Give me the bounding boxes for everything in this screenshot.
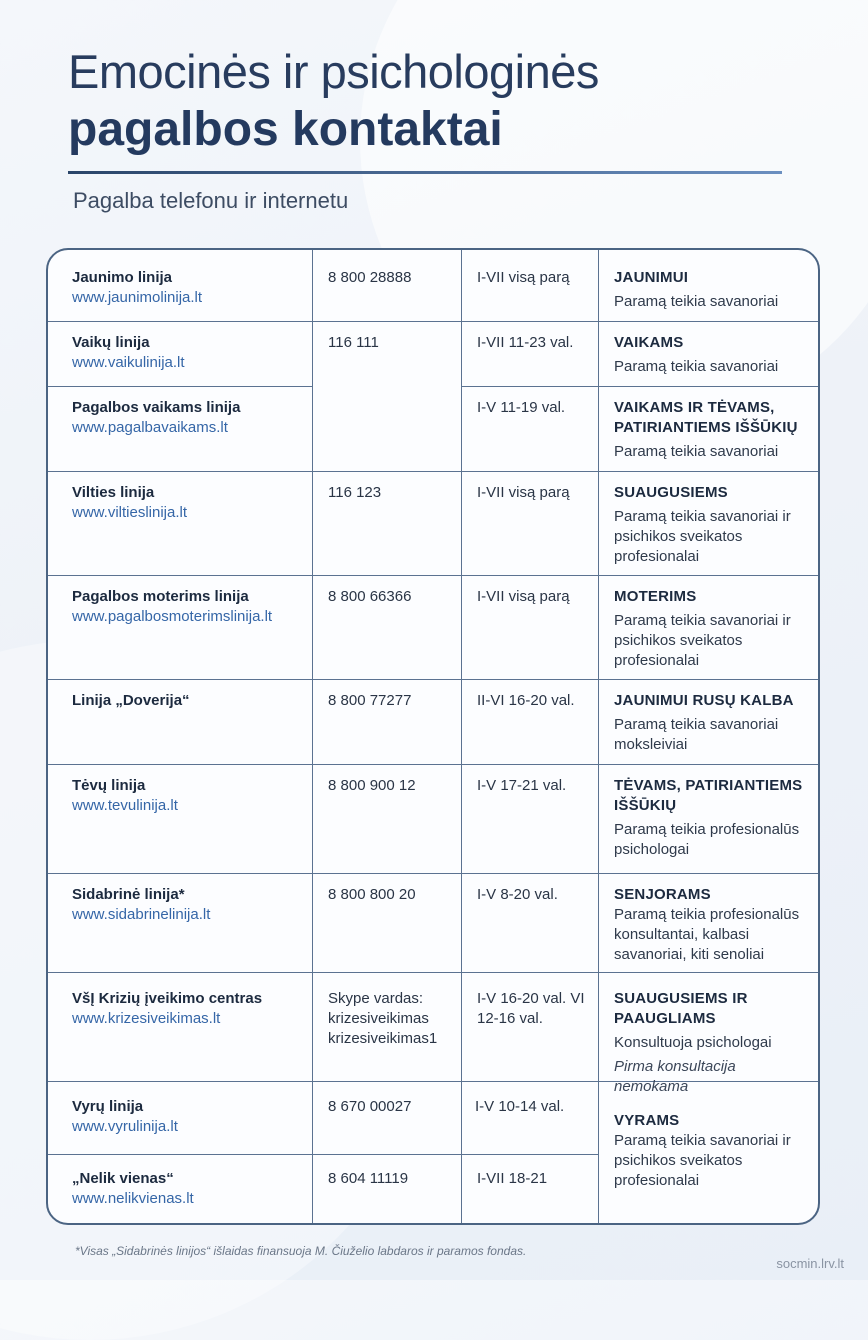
audience-label: VAIKAMS IR TĖVAMS, PATIRIANTIEMS IŠŠŪKIŲ	[614, 399, 798, 436]
audience-cell	[614, 1111, 814, 1191]
row-divider	[48, 386, 312, 387]
working-hours: I-VII visą parą	[477, 269, 570, 286]
audience-label: SENJORAMS	[614, 886, 711, 903]
working-hours: I-V 8-20 val.	[477, 886, 558, 903]
audience-label: JAUNIMUI	[614, 269, 689, 286]
table-row-name-cell	[72, 885, 304, 925]
audience-cell	[614, 691, 814, 755]
column-divider	[598, 250, 599, 1223]
audience-label: TĖVAMS, PATIRIANTIEMS IŠŠŪKIŲ	[614, 777, 803, 814]
audience-cell	[614, 483, 814, 567]
phone-number: 8 604 11119	[328, 1170, 409, 1187]
audience-label: MOTERIMS	[614, 588, 697, 605]
table-row-name-cell	[72, 691, 304, 711]
phone-number: 8 800 900 12	[328, 777, 416, 794]
working-hours: I-VII 18-21	[477, 1170, 548, 1187]
audience-label: JAUNIMUI RUSŲ KALBA	[614, 692, 794, 709]
support-description: Paramą teikia savanoriai ir psichikos sveikatos profesionalai	[614, 612, 791, 669]
line-name: VšĮ Krizių įveikimo centras	[72, 990, 263, 1007]
support-description: Paramą teikia savanoriai ir psichikos sveikatos profesionalai	[614, 508, 791, 565]
row-divider	[461, 386, 818, 387]
phone-number: 8 800 800 20	[328, 886, 416, 903]
audience-cell	[614, 989, 814, 1097]
audience-cell	[614, 885, 814, 965]
table-row-name-cell	[72, 483, 304, 523]
line-url[interactable]: www.jaunimolinija.lt	[72, 289, 203, 306]
line-url[interactable]: www.tevulinija.lt	[72, 797, 178, 814]
working-hours: I-VII visą parą	[477, 588, 570, 605]
support-note: Pirma konsultacija nemokama	[614, 1058, 736, 1095]
working-hours: I-V 10-14 val.	[475, 1098, 565, 1115]
audience-label: SUAUGUSIEMS IR PAAUGLIAMS	[614, 990, 748, 1027]
phone-number: 116 123	[328, 484, 382, 501]
row-divider	[48, 575, 818, 576]
table-row-name-cell	[72, 587, 304, 627]
working-hours: I-V 16-20 val. VI 12-16 val.	[477, 990, 585, 1027]
line-name: Vaikų linija	[72, 334, 150, 351]
phone-number: 8 800 28888	[328, 269, 412, 286]
line-url[interactable]: www.sidabrinelinija.lt	[72, 906, 211, 923]
phone-number: 8 800 77277	[328, 692, 412, 709]
line-name: Sidabrinė linija*	[72, 886, 185, 903]
working-hours: I-VII 11-23 val.	[477, 334, 574, 351]
support-description: Paramą teikia savanoriai	[614, 358, 779, 375]
line-name: Vilties linija	[72, 484, 155, 501]
support-description: Paramą teikia savanoriai moksleiviai	[614, 716, 779, 753]
row-divider	[48, 1154, 598, 1155]
audience-cell	[614, 398, 814, 462]
audience-cell	[614, 333, 814, 377]
page-title-line1: Emocinės ir psichologinės	[68, 45, 599, 98]
phone-number: 8 670 00027	[328, 1098, 412, 1115]
support-description: Paramą teikia profesionalūs psichologai	[614, 821, 800, 858]
line-url[interactable]: www.nelikvienas.lt	[72, 1190, 194, 1207]
phone-number: Skype vardas: krizesiveikimas krizesiveikimas1	[328, 990, 438, 1047]
phone-number: 8 800 66366	[328, 588, 412, 605]
table-row-name-cell	[72, 1169, 304, 1209]
line-url[interactable]: www.krizesiveikimas.lt	[72, 1010, 221, 1027]
table-row-name-cell	[72, 776, 304, 816]
row-divider	[48, 764, 818, 765]
audience-label: VYRAMS	[614, 1112, 680, 1129]
table-row-name-cell	[72, 333, 304, 373]
support-description: Paramą teikia savanoriai	[614, 443, 779, 460]
line-url[interactable]: www.vaikulinija.lt	[72, 354, 185, 371]
table-row-name-cell	[72, 398, 304, 438]
line-name: Linija „Doverija“	[72, 692, 190, 709]
working-hours: I-V 17-21 val.	[477, 777, 567, 794]
page-title-line2: pagalbos kontaktai	[68, 103, 503, 156]
audience-label: SUAUGUSIEMS	[614, 484, 728, 501]
phone-number: 116 111	[328, 334, 379, 351]
audience-cell	[614, 587, 814, 671]
table-row-name-cell	[72, 268, 304, 308]
audience-cell	[614, 776, 814, 860]
line-name: Pagalbos vaikams linija	[72, 399, 241, 416]
contacts-table	[46, 248, 820, 1225]
line-url[interactable]: www.pagalbavaikams.lt	[72, 419, 228, 436]
audience-cell	[614, 268, 814, 312]
page-subtitle: Pagalba telefonu ir internetu	[73, 188, 349, 213]
line-name: Jaunimo linija	[72, 269, 173, 286]
audience-label: VAIKAMS	[614, 334, 684, 351]
line-name: Pagalbos moterims linija	[72, 588, 249, 605]
table-row-name-cell	[72, 989, 304, 1029]
row-divider	[48, 972, 818, 973]
working-hours: I-VII visą parą	[477, 484, 570, 501]
working-hours: I-V 11-19 val.	[477, 399, 566, 416]
support-description: Paramą teikia profesionalūs konsultantai, kalbasi savanoriai, kiti senoliai	[614, 906, 800, 963]
row-divider	[48, 679, 818, 680]
line-name: Vyrų linija	[72, 1098, 144, 1115]
support-description: Paramą teikia savanoriai ir psichikos sveikatos profesionalai	[614, 1132, 791, 1189]
column-divider	[461, 250, 462, 1223]
table-row-name-cell	[72, 1097, 304, 1137]
site-url[interactable]: socmin.lrv.lt	[776, 1256, 844, 1271]
support-description: Konsultuoja psichologai	[614, 1034, 772, 1051]
row-divider	[48, 471, 818, 472]
line-url[interactable]: www.vyrulinija.lt	[72, 1118, 178, 1135]
row-divider	[48, 321, 818, 322]
footnote: *Visas „Sidabrinės linijos“ išlaidas finansuoja M. Čiuželio labdaros ir paramos fondas.	[75, 1244, 527, 1258]
title-underline	[68, 171, 782, 174]
line-url[interactable]: www.pagalbosmoterimslinija.lt	[72, 608, 273, 625]
line-name: Tėvų linija	[72, 777, 146, 794]
working-hours: II-VI 16-20 val.	[477, 692, 575, 709]
line-name: „Nelik vienas“	[72, 1170, 174, 1187]
support-description: Paramą teikia savanoriai	[614, 293, 779, 310]
column-divider	[312, 250, 313, 1223]
row-divider	[48, 873, 818, 874]
line-url[interactable]: www.viltieslinija.lt	[72, 504, 188, 521]
